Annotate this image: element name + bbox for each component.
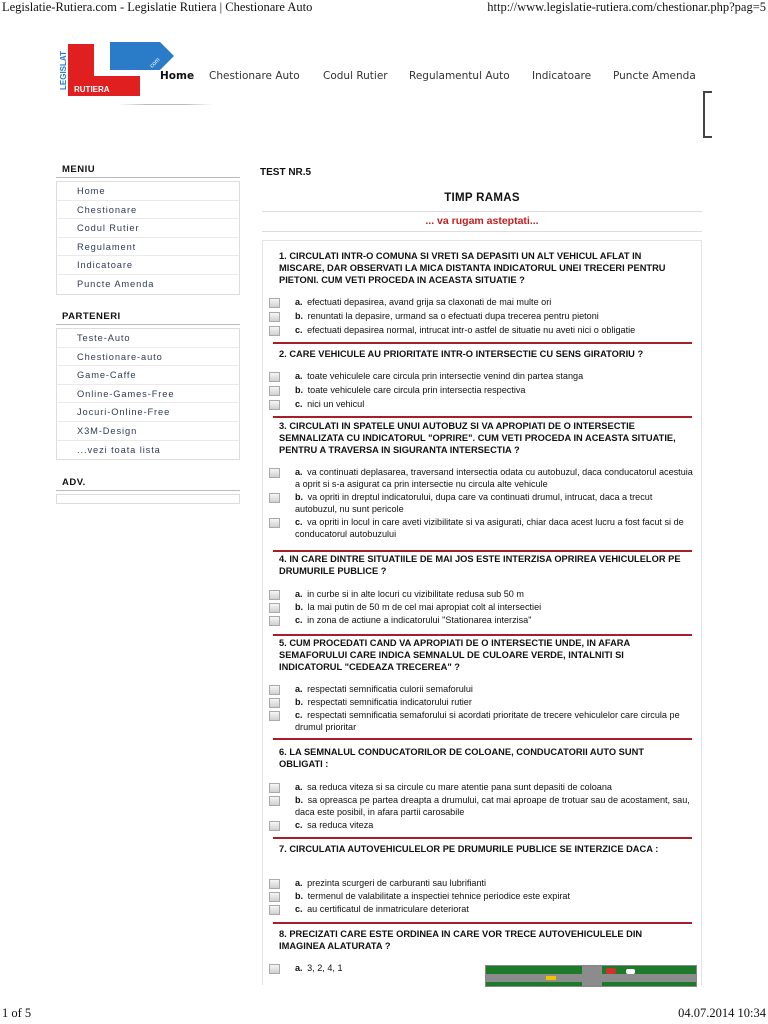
answer-checkbox[interactable] — [269, 879, 280, 889]
logo-word-legislat: LEGISLAT — [59, 51, 68, 90]
timer-wait-message: ... va rugam asteptati... — [262, 211, 702, 232]
sidebar-meniu-rule — [56, 177, 240, 178]
sidebar-partner-chestionare-auto[interactable]: Chestionare-auto — [57, 348, 239, 367]
sidebar-parteneri-rule — [56, 324, 240, 325]
nav-codul-rutier[interactable]: Codul Rutier — [323, 70, 388, 82]
answer-checkbox[interactable] — [269, 964, 280, 974]
nav-regulamentul-auto[interactable]: Regulamentul Auto — [409, 70, 510, 82]
answer-checkbox[interactable] — [269, 711, 280, 721]
question-separator — [273, 342, 692, 344]
answer-label: c. efectuati depasirea normal, intrucat intr-o astfel de situatie nu aveti nici o obligatie — [295, 325, 636, 335]
sidebar-partner-online-games-free[interactable]: Online-Games-Free — [57, 385, 239, 404]
question-separator — [273, 634, 692, 636]
sidebar-parteneri-title: PARTENERI — [62, 311, 121, 322]
print-footer — [0, 1004, 768, 1024]
sidebar-partner-game-caffe[interactable]: Game-Caffe — [57, 366, 239, 385]
answer-label: a. toate vehiculele care circula prin intersectie venind din partea stanga — [295, 371, 584, 381]
sidebar-partner-teste-auto[interactable]: Teste-Auto — [57, 329, 239, 348]
test-title: TEST NR.5 — [260, 167, 312, 178]
answer-label: b. va opriti in dreptul indicatorului, dupa care va continuati drumul, intrucat, daca a trecut autobuzul, nu sunt pericole — [295, 492, 653, 514]
sidebar-meniu-title: MENIU — [62, 164, 96, 175]
answer-checkbox[interactable] — [269, 905, 280, 915]
answer-label: c. nici un vehicul — [295, 399, 365, 409]
top-nav — [160, 70, 700, 90]
sidebar-item-chestionare[interactable]: Chestionare — [57, 201, 239, 220]
question-text: 5. CUM PROCEDATI CAND VA APROPIATI DE O INTERSECTIE UNDE, IN AFARA SEMAFORULUI CARE INDICA SEMNALUL DE CULOARE VERDE, INTALNITI SI INDICATORUL "CEDEAZA TRECEREA" ? — [279, 638, 630, 672]
question-text: 7. CIRCULATIA AUTOVEHICULELOR PE DRUMURILE PUBLICE SE INTERZICE DACA : — [279, 844, 659, 854]
nav-home-underline — [118, 104, 213, 105]
answer-label: c. au certificatul de inmatriculare deteriorat — [295, 904, 469, 914]
answer-label: c. respectati semnificatia semaforului si acordati prioritate de trecere vehiculelor care circula pe drumul prioritar — [295, 710, 680, 732]
answer-label: a. va continuati deplasarea, traversand intersectia odata cu autobuzul, daca conducatorul acestuia a oprit si s-a asigurat ca prin intersectie nu circula alte vehicule — [295, 467, 693, 489]
answer-checkbox[interactable] — [269, 685, 280, 695]
answer-label: c. sa reduca viteza — [295, 820, 374, 830]
answer-label: a. prezinta scurgeri de carburanti sau lubrifianti — [295, 878, 487, 888]
answer-checkbox[interactable] — [269, 616, 280, 626]
sidebar-item-home[interactable]: Home — [57, 182, 239, 201]
question-text: 3. CIRCULATI IN SPATELE UNUI AUTOBUZ SI VA APROPIATI DE O INTERSECTIE SEMNALIZATA CU INDICATORUL "OPRIRE". CUM VETI PROCEDA IN ACEASTA SITUATIE, PENTRU A TRAVERSA IN SIGURANTA INTERSECTIA ? — [279, 421, 676, 455]
question-text: 8. PRECIZATI CARE ESTE ORDINEA IN CARE VOR TRECE AUTOVEHICULELE DIN IMAGINEA ALATURATA ? — [279, 929, 643, 951]
print-header — [0, 0, 768, 14]
sidebar-partner-jocuri-online-free[interactable]: Jocuri-Online-Free — [57, 403, 239, 422]
answer-label: b. respectati semnificatia indicatorului rutier — [295, 697, 472, 707]
sidebar-parteneri-box — [56, 328, 240, 460]
answer-checkbox[interactable] — [269, 821, 280, 831]
answer-label: b. sa opreasca pe partea dreapta a drumului, cat mai aproape de trotuar sau de acostament, sau, daca este posibil, in afara partii carosabile — [295, 795, 690, 817]
sidebar-adv-title: ADV. — [62, 477, 86, 488]
sidebar-item-indicatoare[interactable]: Indicatoare — [57, 256, 239, 275]
answer-label: a. 3, 2, 4, 1 — [295, 963, 343, 973]
print-footer-date: 04.07.2014 10:34 — [678, 1006, 766, 1020]
intersection-image — [485, 965, 697, 987]
answer-label: a. efectuati depasirea, avand grija sa claxonati de mai multe ori — [295, 297, 552, 307]
logo-word-rutiera: RUTIERA — [74, 85, 110, 94]
answer-checkbox[interactable] — [269, 386, 280, 396]
answer-checkbox[interactable] — [269, 400, 280, 410]
sidebar-partner-x3m-design[interactable]: X3M-Design — [57, 422, 239, 441]
sidebar-item-codul-rutier[interactable]: Codul Rutier — [57, 219, 239, 238]
answer-label: b. la mai putin de 50 m de cel mai apropiat colt al intersectiei — [295, 602, 542, 612]
answer-checkbox[interactable] — [269, 312, 280, 322]
sidebar-partner-see-all[interactable]: ...vezi toata lista — [77, 444, 161, 455]
print-footer-page: 1 of 5 — [2, 1006, 32, 1020]
sidebar-item-regulament[interactable]: Regulament — [57, 238, 239, 257]
answer-label: b. termenul de valabilitate a inspectiei tehnice periodice este expirat — [295, 891, 570, 901]
question-separator — [273, 550, 692, 552]
answer-checkbox[interactable] — [269, 796, 280, 806]
page-edge-bracket — [703, 91, 712, 138]
nav-puncte-amenda[interactable]: Puncte Amenda — [613, 70, 696, 82]
answer-checkbox[interactable] — [269, 590, 280, 600]
answer-checkbox[interactable] — [269, 468, 280, 478]
sidebar-adv-box — [56, 494, 240, 504]
answer-checkbox[interactable] — [269, 326, 280, 336]
timer-label: TIMP RAMAS — [444, 192, 520, 204]
question-separator — [273, 738, 692, 740]
answer-checkbox[interactable] — [269, 783, 280, 793]
answer-label: a. respectati semnificatia culorii semaforului — [295, 684, 473, 694]
question-separator — [273, 922, 692, 924]
answer-label: a. in curbe si in alte locuri cu vizibilitate redusa sub 50 m — [295, 589, 524, 599]
sidebar-adv-rule — [56, 490, 240, 491]
answer-label: b. toate vehiculele care circula prin intersectia respectiva — [295, 385, 526, 395]
answer-checkbox[interactable] — [269, 518, 280, 528]
answer-label: c. va opriti in locul in care aveti vizibilitate si va asigurati, chiar daca acest lucru a fost facut si de conducatorul autobuzului — [295, 517, 684, 539]
nav-home[interactable]: Home — [160, 70, 195, 82]
answer-checkbox[interactable] — [269, 372, 280, 382]
sidebar-meniu-box — [56, 181, 240, 295]
print-header-title: Legislatie-Rutiera.com - Legislatie Rutiera | Chestionare Auto — [2, 0, 313, 14]
question-text: 2. CARE VEHICULE AU PRIORITATE INTR-O INTERSECTIE CU SENS GIRATORIU ? — [279, 349, 644, 359]
quiz-panel — [262, 240, 702, 985]
answer-checkbox[interactable] — [269, 298, 280, 308]
print-header-url: http://www.legislatie-rutiera.com/chestionar.php?pag=5 — [487, 0, 766, 14]
question-text: 1. CIRCULATI INTR-O COMUNA SI VRETI SA DEPASITI UN ALT VEHICUL AFLAT IN MISCARE, DAR OBSERVATI LA MICA DISTANTA INDICATORUL UNEI TRECERI PENTRU PIETONI. CUM VETI PROCEDA IN ACEASTA SITUATIE ? — [279, 251, 666, 285]
question-text: 4. IN CARE DINTRE SITUATIILE DE MAI JOS ESTE INTERZISA OPRIREA VEHICULELOR PE DRUMURILE PUBLICE ? — [279, 554, 681, 576]
nav-indicatoare[interactable]: Indicatoare — [532, 70, 592, 82]
answer-label: a. sa reduca viteza si sa circule cu mare atentie pana sunt depasiti de coloana — [295, 782, 612, 792]
answer-checkbox[interactable] — [269, 603, 280, 613]
question-separator — [273, 837, 692, 839]
nav-chestionare-auto[interactable]: Chestionare Auto — [209, 70, 300, 82]
answer-label: b. renuntati la depasire, urmand sa o efectuati dupa trecerea pentru pietoni — [295, 311, 599, 321]
logo-word-com: com — [149, 57, 162, 70]
sidebar-item-puncte-amenda[interactable]: Puncte Amenda — [77, 278, 155, 289]
answer-checkbox[interactable] — [269, 698, 280, 708]
answer-checkbox[interactable] — [269, 493, 280, 503]
question-text: 6. LA SEMNALUL CONDUCATORILOR DE COLOANE, CONDUCATORII AUTO SUNT OBLIGATI : — [279, 747, 644, 769]
answer-label: c. in zona de actiune a indicatorului "Stationarea interzisa" — [295, 615, 532, 625]
question-separator — [273, 416, 692, 418]
answer-checkbox[interactable] — [269, 892, 280, 902]
